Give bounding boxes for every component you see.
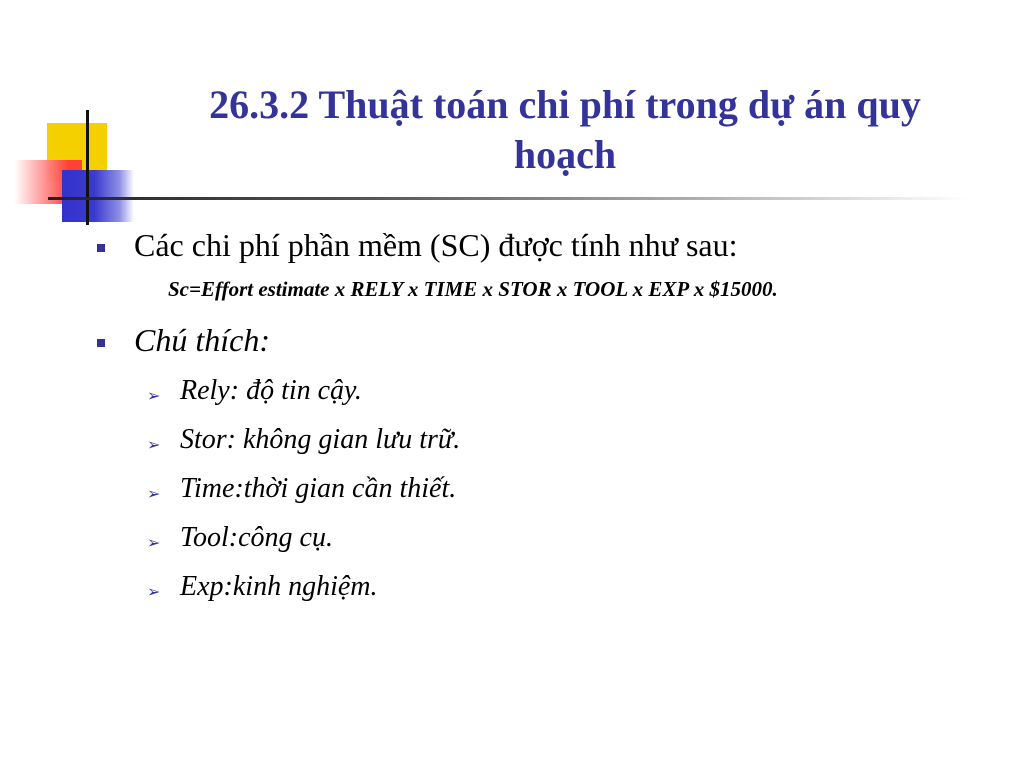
arrow-bullet-icon: ➢ (147, 484, 161, 503)
decorative-vertical-line (86, 110, 89, 225)
note-text: Stor: không gian lưu trữ. (180, 424, 461, 455)
slide-title (150, 80, 980, 180)
arrow-bullet-icon: ➢ (147, 533, 161, 552)
note-text: Exp:kinh nghiệm. (180, 571, 378, 602)
square-bullet-icon (97, 339, 105, 347)
note-text: Rely: độ tin cậy. (180, 375, 362, 406)
square-bullet-icon (97, 244, 105, 252)
cost-formula: Sc=Effort estimate x RELY x TIME x STOR x TOOL x EXP x $15000. (168, 277, 778, 301)
slide-title-line-1: 26.3.2 Thuật toán chi phí trong dự án quy (209, 82, 921, 127)
arrow-bullet-icon: ➢ (147, 582, 161, 601)
bullet-text-notes: Chú thích: (134, 322, 270, 358)
arrow-bullet-icon: ➢ (147, 435, 161, 454)
note-text: Tool:công cụ. (180, 522, 333, 553)
slide-title-line-2: hoạch (513, 132, 617, 177)
arrow-bullet-icon: ➢ (147, 386, 161, 405)
note-text: Time:thời gian cần thiết. (180, 473, 457, 504)
decorative-blue-square (62, 170, 134, 222)
title-underline (48, 197, 968, 200)
bullet-text-costs: Các chi phí phần mềm (SC) được tính như sau: (134, 227, 738, 263)
